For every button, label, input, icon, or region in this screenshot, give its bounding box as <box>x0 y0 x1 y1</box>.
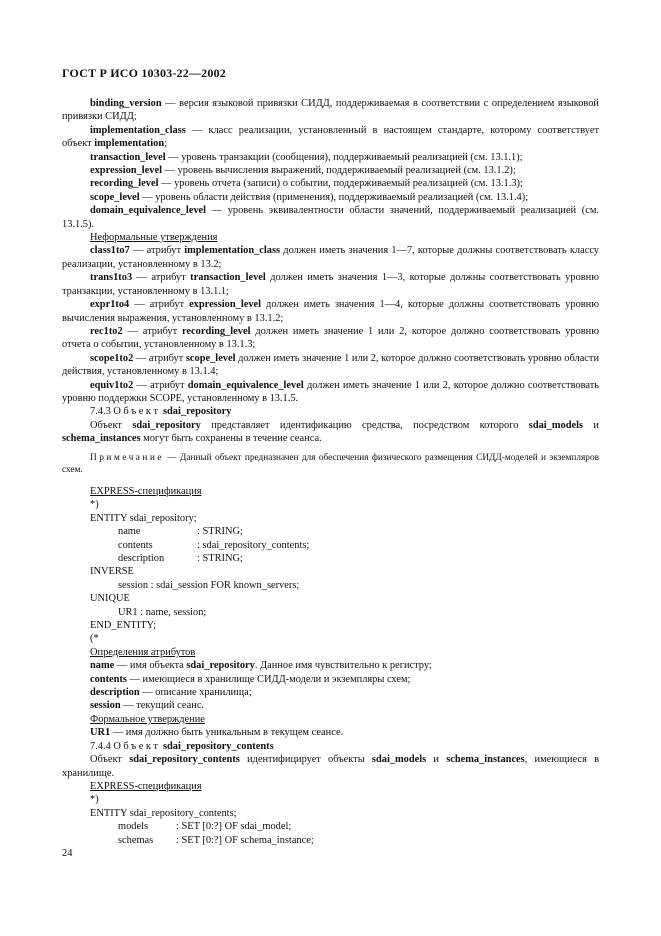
code-attr-description: description : STRING; <box>118 553 243 564</box>
item-implementation-class: implementation_class — класс реализации, установленный в настоящем стандарте, которому соответствует объект implementation; <box>62 124 599 150</box>
express-heading-744: EXPRESS-спецификация <box>90 780 202 792</box>
attr-defs-heading: Определения атрибутов <box>90 646 196 658</box>
item-expression-level: expression_level — уровень вычисления выражений, поддерживаемый реализацией (см. 13.1.2); <box>90 165 516 177</box>
item-transaction-level: transaction_level — уровень транзакции (сообщения), поддерживаемый реализацией (см. 13.1.1); <box>90 151 523 163</box>
code-open-744: *) <box>90 794 99 806</box>
section-744-heading: 7.4.4 Объект sdai_repository_contents <box>90 740 274 752</box>
item-domain-equivalence-level: domain_equivalence_level — уровень эквивалентности области значений, поддерживаемый реализацией (см. 13.1.5). <box>62 205 599 230</box>
informal-heading: Неформальные утверждения <box>90 232 218 244</box>
page-number: 24 <box>62 848 73 859</box>
rule-scope1to2: scope1to2 — атрибут scope_level должен иметь значение 1 или 2, которое должно соответствовать уровню области действия, установленному в 13.1.4; <box>62 352 600 378</box>
formal-heading: Формальное утверждение <box>90 713 205 725</box>
def-name: name — имя объекта sdai_repository. Данное имя чувствительно к регистру; <box>90 660 432 672</box>
rule-class1to7: class1to7 — атрибут implementation_class должен иметь значения 1—7, которые должны соответствовать классу реализации, установленному в 13.2; <box>62 245 600 270</box>
code-attr-contents: contents : sdai_repository_contents; <box>118 539 310 551</box>
document-body <box>62 97 599 847</box>
item-binding-version: binding_version — версия языковой привязки СИДД, поддерживаемая в соответствии с определением языковой привязки СИДД; <box>62 98 599 123</box>
section-743-heading: 7.4.3 Объект sdai_repository <box>90 406 232 418</box>
def-contents: contents — имеющиеся в хранилище СИДД-модели и экземпляры схем; <box>90 673 411 685</box>
code-attr-name: name : STRING; <box>118 526 243 538</box>
rule-equiv1to2: equiv1to2 — атрибут domain_equivalence_level должен иметь значение 1 или 2, которое должно соответствовать уровню поддержки SCOPE, установленному в 13.1.5. <box>62 379 599 404</box>
express-heading-743: EXPRESS-спецификация <box>90 485 202 497</box>
code-unique-ur1: UR1 : name, session; <box>118 606 207 618</box>
section-743-description: Объект sdai_repository представляет идентификацию средства, посредством которого sdai_models и schema_instances могут быть сохранены в течение сеанса. <box>62 419 599 445</box>
def-description: description — описание хранилища; <box>90 687 252 699</box>
code-attr-models: models : SET [0:?] OF sdai_model; <box>118 821 292 833</box>
item-scope-level: scope_level — уровень области действия (применения), поддерживаемый реализацией (см. 13.1.4); <box>90 191 529 203</box>
item-recording-level: recording_level — уровень отчета (записи) о событии, поддерживаемый реализацией (см. 13.1.3); <box>90 178 523 190</box>
rule-trans1to3: trans1to3 — атрибут transaction_level должен иметь значения 1—3, которые должны соответствовать уровню транзакции, установленному в 13.1.1; <box>62 272 599 297</box>
code-unique: UNIQUE <box>90 593 130 605</box>
standard-header: ГОСТ Р ИСО 10303-22—2002 <box>62 66 226 80</box>
code-inverse-session: session : sdai_session FOR known_servers; <box>118 579 300 591</box>
code-attr-schemas: schemas : SET [0:?] OF schema_instance; <box>118 834 314 846</box>
code-open: *) <box>90 499 99 511</box>
rule-expr1to4: expr1to4 — атрибут expression_level должен иметь значения 1—4, которые должны соответствовать уровню вычисления выражения, установленному в 13.1.2; <box>62 299 599 324</box>
code-end-entity: END_ENTITY; <box>90 620 156 632</box>
code-entity-sdai-repository: ENTITY sdai_repository; <box>90 512 197 524</box>
def-session: session — текущий сеанс. <box>90 700 205 712</box>
formal-ur1: UR1 — имя должно быть уникальным в текущем сеансе. <box>90 727 344 739</box>
section-743-note: Примечание — Данный объект предназначен для обеспечения физического размещения СИДД-моделей и экземпляров схем. <box>62 452 599 475</box>
section-744-description: Объект sdai_repository_contents идентифицирует объекты sdai_models и schema_instances, имеющиеся в хранилище. <box>62 754 599 779</box>
rule-rec1to2: rec1to2 — атрибут recording_level должен иметь значение 1 или 2, которое должно соответствовать уровню отчета о событии, установленному в 13.1.3; <box>62 325 600 351</box>
code-inverse: INVERSE <box>90 566 134 578</box>
code-entity-sdai-repository-contents: ENTITY sdai_repository_contents; <box>90 807 237 819</box>
code-close: (* <box>90 633 99 645</box>
